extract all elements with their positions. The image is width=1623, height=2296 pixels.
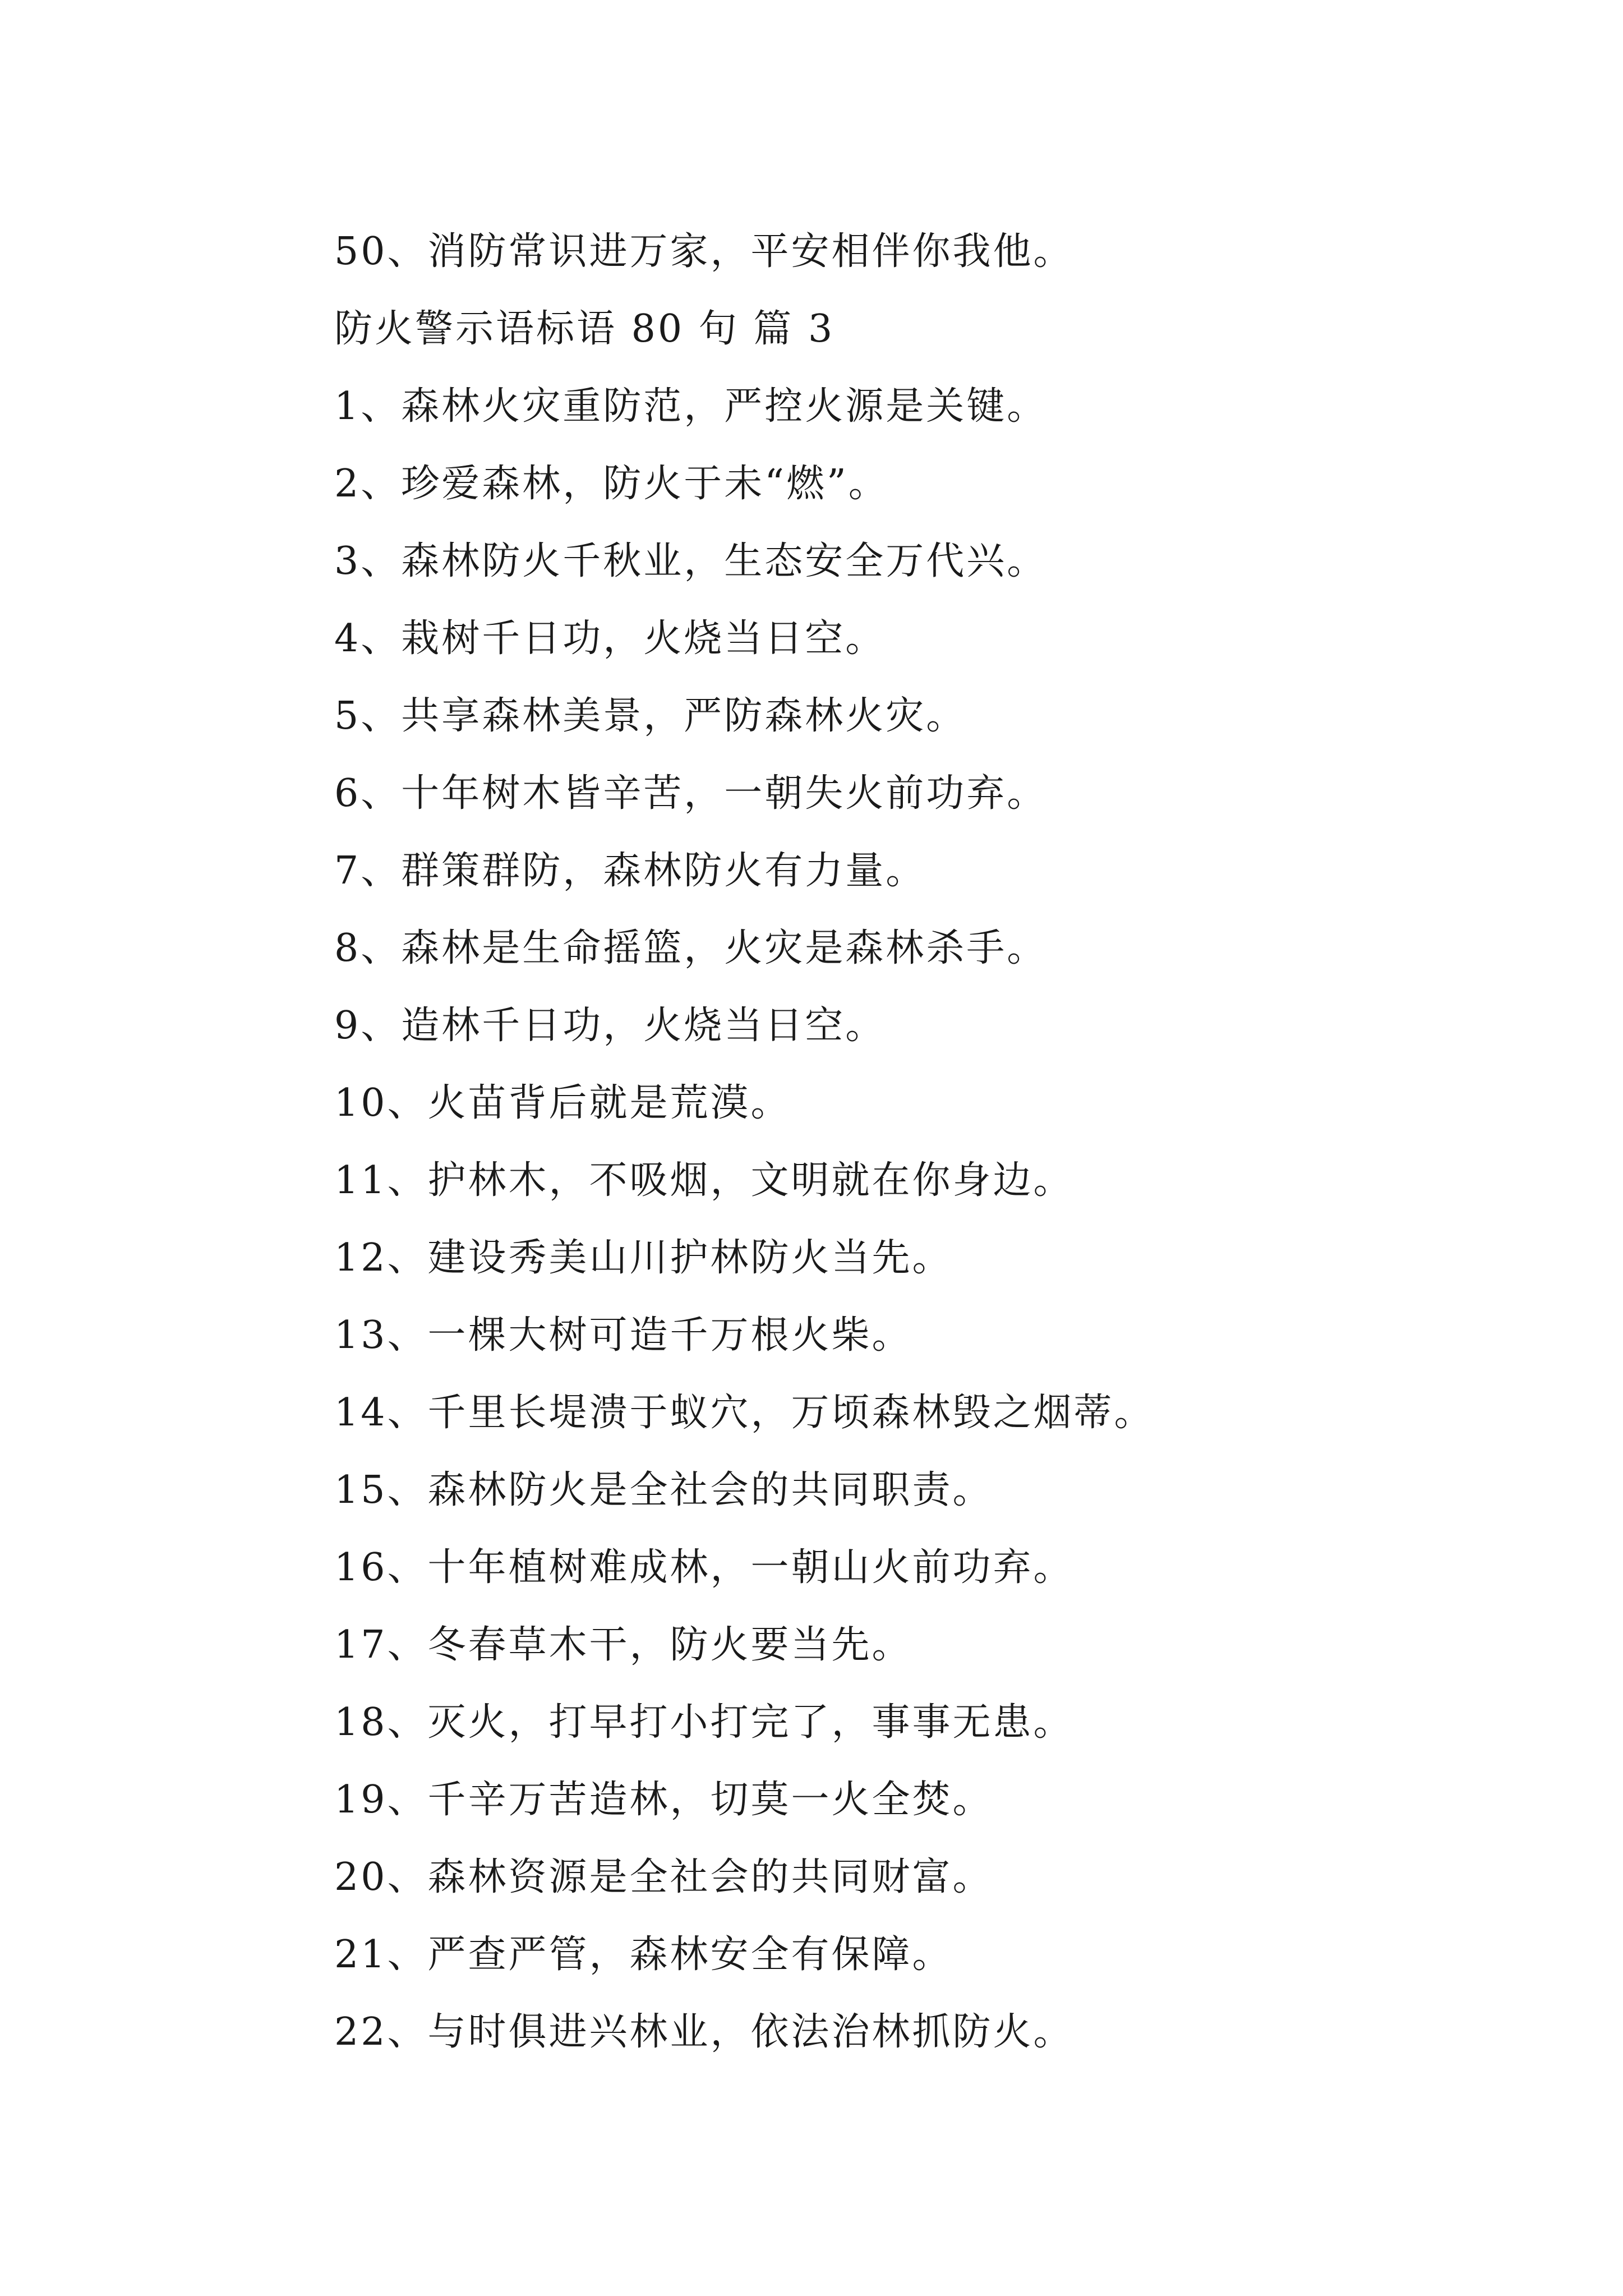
slogan-line: 5、共享森林美景，严防森林火灾。 (334, 694, 967, 738)
slogan-line: 3、森林防火千秋业，生态安全万代兴。 (334, 539, 1048, 583)
slogan-line: 14、千里长堤溃于蚁穴，万顷森林毁之烟蒂。 (334, 1391, 1155, 1435)
slogan-line: 13、一棵大树可造千万根火柴。 (334, 1313, 912, 1358)
document-body (334, 213, 1512, 2071)
slogan-line: 7、群策群防，森林防火有力量。 (334, 849, 926, 893)
slogan-line: 50、消防常识进万家，平安相伴你我他。 (334, 229, 1074, 274)
section-heading: 防火警示语标语 80 句 篇 3 (334, 307, 835, 351)
slogan-line: 10、火苗背后就是荒漠。 (334, 1081, 791, 1125)
slogan-line: 18、灭火，打早打小打完了，事事无患。 (334, 1700, 1074, 1745)
slogan-line: 1、森林火灾重防范，严控火源是关键。 (334, 384, 1048, 429)
slogan-line: 11、护林木，不吸烟，文明就在你身边。 (334, 1158, 1074, 1203)
slogan-line: 8、森林是生命摇篮，火灾是森林杀手。 (334, 926, 1048, 970)
slogan-line: 17、冬春草木干，防火要当先。 (334, 1623, 912, 1667)
slogan-line: 22、与时俱进兴林业，依法治林抓防火。 (334, 2010, 1074, 2054)
slogan-line: 16、十年植树难成林，一朝山火前功弃。 (334, 1545, 1074, 1590)
slogan-line: 19、千辛万苦造林，切莫一火全焚。 (334, 1778, 993, 1822)
slogan-line: 6、十年树木皆辛苦，一朝失火前功弃。 (334, 771, 1048, 816)
slogan-line: 21、严查严管，森林安全有保障。 (334, 1932, 953, 1977)
slogan-line: 2、珍爱森林，防火于未“燃”。 (334, 462, 889, 506)
slogan-line: 15、森林防火是全社会的共同职责。 (334, 1468, 993, 1512)
slogan-line: 12、建设秀美山川护林防火当先。 (334, 1236, 953, 1280)
slogan-line: 20、森林资源是全社会的共同财富。 (334, 1855, 993, 1899)
slogan-line: 4、栽树千日功，火烧当日空。 (334, 616, 886, 661)
slogan-line: 9、造林千日功，火烧当日空。 (334, 1004, 886, 1048)
